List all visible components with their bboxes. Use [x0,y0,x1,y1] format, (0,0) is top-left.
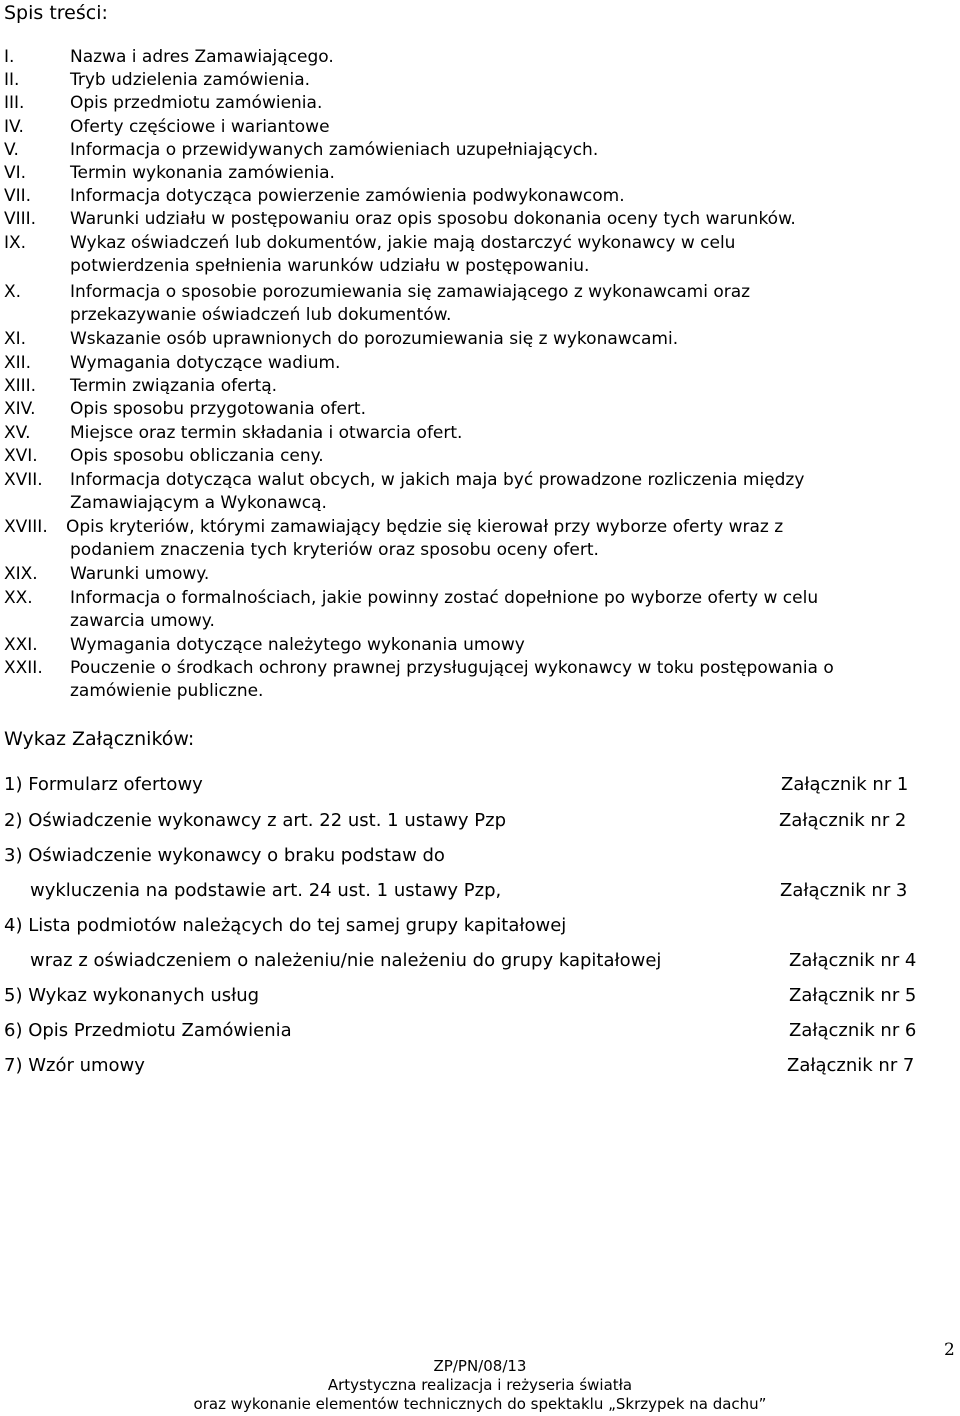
toc-item-text: Informacja o formalnościach, jakie powinny zostać dopełnione po wyborze oferty w celu [70,588,819,608]
toc-item-number: XII. [4,353,32,373]
attachment-name: 1) Formularz ofertowy [4,774,203,795]
attachment-name-continuation: wykluczenia na podstawie art. 24 ust. 1 ustawy Pzp, [30,880,502,901]
footer-reference: ZP/PN/08/13 [433,1357,527,1375]
toc-item-number: VI. [4,163,27,183]
attachment-name: 7) Wzór umowy [4,1055,145,1076]
toc-item-number: XIV. [4,399,36,419]
attachment-name: 6) Opis Przedmiotu Zamówienia [4,1020,292,1041]
toc-item-number: XI. [4,329,27,349]
toc-title: Spis treści: [4,2,108,24]
toc-item-text: Termin wykonania zamówienia. [70,163,335,183]
toc-item-number: II. [4,70,20,90]
attachments-title: Wykaz Załączników: [4,728,195,750]
attachment-label: Załącznik nr 1 [781,774,909,795]
toc-item-text: Wykaz oświadczeń lub dokumentów, jakie mają dostarczyć wykonawcy w celu [70,233,736,253]
toc-item-text: Wymagania dotyczące wadium. [70,353,341,373]
attachment-name: 3) Oświadczenie wykonawcy o braku podstaw do [4,845,445,866]
toc-item-number: XVI. [4,446,38,466]
toc-item-text: Opis sposobu obliczania ceny. [70,446,324,466]
page-number: 2 [944,1340,955,1360]
toc-item-number: I. [4,47,15,67]
toc-item-text: Tryb udzielenia zamówienia. [70,70,311,90]
toc-item-text: Warunki udziału w postępowaniu oraz opis sposobu dokonania oceny tych warunków. [70,209,796,229]
attachment-label: Załącznik nr 7 [787,1055,915,1076]
toc-item-text: potwierdzenia spełnienia warunków udziału w postępowaniu. [70,256,590,276]
toc-item-number: III. [4,93,25,113]
footer-title-line: oraz wykonanie elementów technicznych do spektaklu „Skrzypek na dachu” [193,1395,767,1413]
toc-item-number: VIII. [4,209,37,229]
toc-item-text: Opis sposobu przygotowania ofert. [70,399,366,419]
toc-item-number: VII. [4,186,32,206]
toc-item-number: XIX. [4,564,38,584]
toc-item-number: XXII. [4,658,43,678]
toc-item-text: zamówienie publiczne. [70,681,264,701]
toc-item-number: XX. [4,588,33,608]
toc-item-number: V. [4,140,19,160]
toc-item-text: Informacja dotycząca powierzenie zamówienia podwykonawcom. [70,186,625,206]
attachment-name: 2) Oświadczenie wykonawcy z art. 22 ust. 1 ustawy Pzp [4,810,507,831]
toc-item-text: Wymagania dotyczące należytego wykonania umowy [70,635,525,655]
toc-item-number: IV. [4,117,24,137]
toc-item-number: X. [4,282,22,302]
toc-item-text: Wskazanie osób uprawnionych do porozumiewania się z wykonawcami. [70,329,679,349]
toc-item-text: Termin związania ofertą. [70,376,278,396]
attachment-name: 4) Lista podmiotów należących do tej samej grupy kapitałowej [4,915,567,936]
toc-item-text: Nazwa i adres Zamawiającego. [70,47,334,67]
attachment-name: 5) Wykaz wykonanych usług [4,985,260,1006]
toc-item-text: Oferty częściowe i wariantowe [70,117,330,137]
footer-title-line: Artystyczna realizacja i reżyseria światła [327,1376,633,1394]
attachment-label: Załącznik nr 4 [789,950,917,971]
toc-item-text: Miejsce oraz termin składania i otwarcia ofert. [70,423,463,443]
toc-item-text: podaniem znaczenia tych kryteriów oraz sposobu oceny ofert. [70,540,599,560]
toc-item-text: Opis przedmiotu zamówienia. [70,93,323,113]
toc-item-text: zawarcia umowy. [70,611,215,631]
toc-item-number: XIII. [4,376,37,396]
toc-item-number: XV. [4,423,31,443]
attachment-label: Załącznik nr 2 [779,810,907,831]
toc-item-text: Informacja dotycząca walut obcych, w jakich maja być prowadzone rozliczenia między [70,470,805,490]
toc-item-number: XXI. [4,635,38,655]
attachment-label: Załącznik nr 3 [780,880,908,901]
toc-item-number: IX. [4,233,27,253]
toc-item-text: Warunki umowy. [70,564,210,584]
toc-item-text: Pouczenie o środkach ochrony prawnej przysługującej wykonawcy w toku postępowania o [70,658,834,678]
toc-item-text: Opis kryteriów, którymi zamawiający będzie się kierował przy wyborze oferty wraz z [66,517,784,537]
toc-item-text: Informacja o przewidywanych zamówieniach uzupełniających. [70,140,599,160]
toc-item-text: Informacja o sposobie porozumiewania się zamawiającego z wykonawcami oraz [70,282,751,302]
attachment-label: Załącznik nr 6 [789,1020,917,1041]
attachment-label: Załącznik nr 5 [789,985,917,1006]
toc-item-number: XVIII. [4,517,48,537]
toc-item-number: XVII. [4,470,43,490]
toc-item-text: Zamawiającym a Wykonawcą. [70,493,327,513]
toc-item-text: przekazywanie oświadczeń lub dokumentów. [70,305,452,325]
attachment-name-continuation: wraz z oświadczeniem o należeniu/nie należeniu do grupy kapitałowej [30,950,662,971]
